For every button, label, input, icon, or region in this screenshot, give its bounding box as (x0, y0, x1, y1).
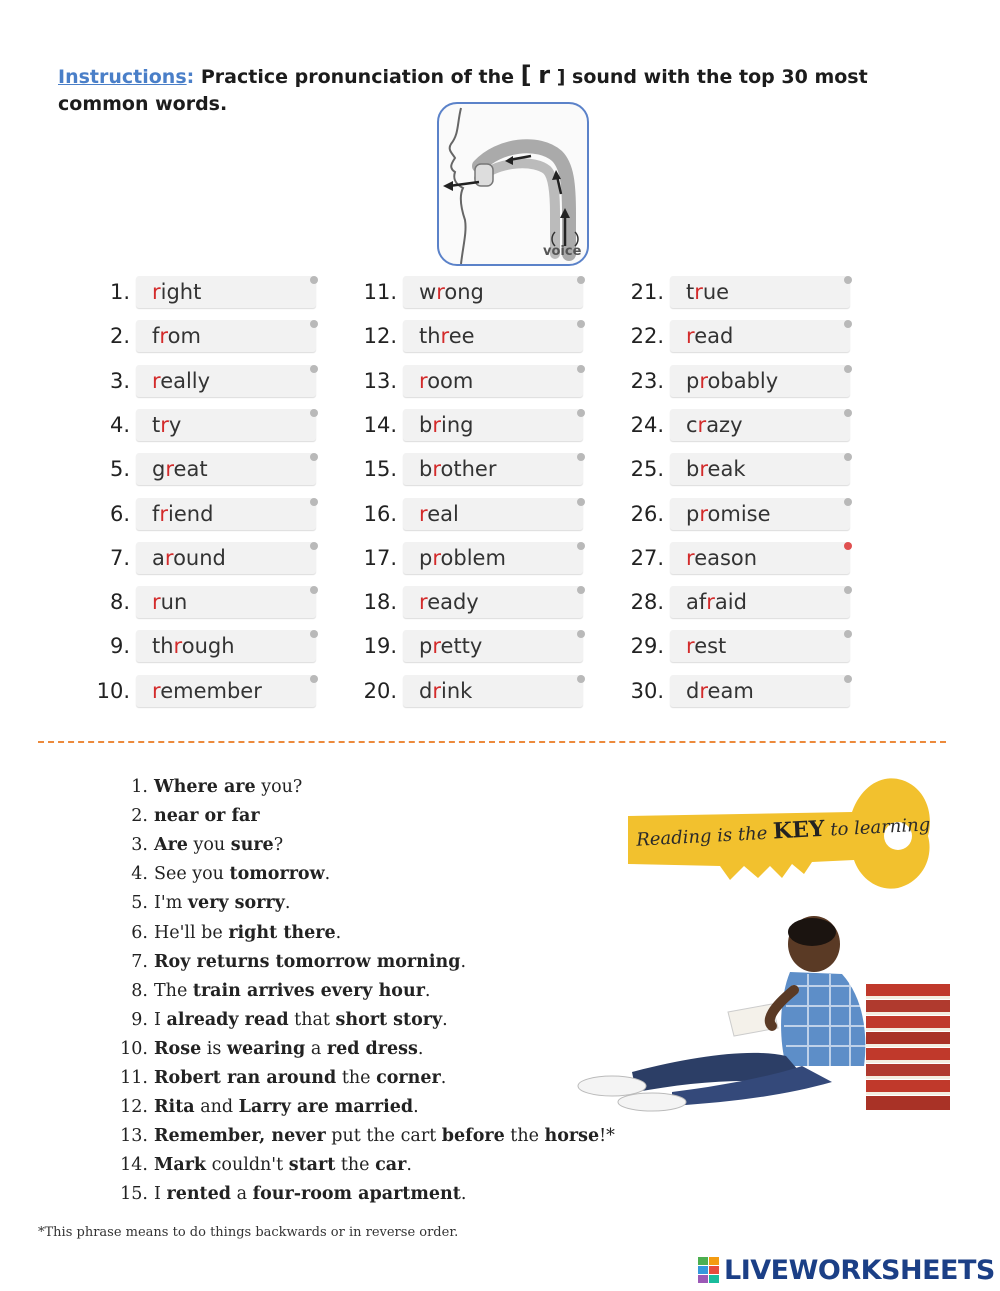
sound-symbol: r (538, 61, 551, 89)
highlight-letter: r (419, 501, 428, 526)
word-answer-field[interactable]: drink (403, 675, 583, 707)
sentence-item: 5. I'm very sorry. (108, 890, 290, 916)
audio-dot-icon[interactable] (310, 586, 318, 594)
sentence-number: 8. (131, 980, 148, 1001)
audio-dot-icon[interactable] (577, 498, 585, 506)
boy-reading-illustration (572, 916, 950, 1112)
highlight-letter: r (159, 501, 169, 526)
word-answer-field[interactable]: through (136, 630, 316, 662)
word-answer-field[interactable]: real (403, 498, 583, 530)
footnote: *This phrase means to do things backwards or in reverse order. (38, 1225, 459, 1240)
word-answer-field[interactable]: remember (136, 675, 316, 707)
highlight-letter: r (432, 545, 441, 570)
instructions-label: Instructions (58, 66, 187, 88)
instructions: Instructions: Practice pronunciation of the [ r ] sound with the top 30 most common words. (58, 61, 868, 115)
sentence-number: 10. (120, 1038, 148, 1059)
highlight-letter: r (432, 412, 441, 437)
word-number: 2. (109, 324, 130, 349)
word-number: 17. (363, 545, 397, 570)
sentence-item: 7. Roy returns tomorrow morning. (108, 949, 466, 975)
word-answer-field[interactable]: break (670, 453, 850, 485)
word-answer-field[interactable]: dream (670, 675, 850, 707)
highlight-letter: r (686, 545, 695, 570)
word-number: 24. (630, 412, 664, 437)
sentence-item: 13. Remember, never put the cart before the horse!* (108, 1123, 615, 1149)
mouth-diagram (437, 102, 589, 266)
audio-dot-icon[interactable] (844, 542, 852, 550)
audio-dot-icon[interactable] (844, 630, 852, 638)
audio-dot-icon[interactable] (844, 365, 852, 373)
audio-dot-icon[interactable] (577, 276, 585, 284)
word-answer-field[interactable]: great (136, 453, 316, 485)
highlight-letter: r (152, 678, 161, 703)
audio-dot-icon[interactable] (577, 409, 585, 417)
audio-dot-icon[interactable] (577, 542, 585, 550)
audio-dot-icon[interactable] (577, 453, 585, 461)
word-answer-field[interactable]: friend (136, 498, 316, 530)
word-answer-field[interactable]: right (136, 276, 316, 308)
word-answer-field[interactable]: from (136, 320, 316, 352)
section-divider (38, 741, 946, 743)
audio-dot-icon[interactable] (310, 276, 318, 284)
word-number: 11. (363, 280, 397, 304)
highlight-letter: r (686, 634, 695, 659)
audio-dot-icon[interactable] (844, 409, 852, 417)
word-number: 22. (630, 324, 664, 349)
highlight-letter: r (699, 678, 708, 703)
sentence-item: 15. I rented a four-room apartment. (108, 1181, 466, 1207)
word-number: 29. (630, 634, 664, 659)
word-answer-field[interactable]: room (403, 365, 583, 397)
word-number: 21. (630, 280, 664, 304)
highlight-letter: r (432, 634, 441, 659)
highlight-letter: r (165, 457, 174, 482)
word-answer-field[interactable]: crazy (670, 409, 850, 441)
sentence-item: 12. Rita and Larry are married. (108, 1094, 419, 1120)
highlight-letter: r (419, 590, 428, 615)
sentence-number: 11. (120, 1068, 148, 1088)
audio-dot-icon[interactable] (844, 320, 852, 328)
sentence-number: 13. (120, 1126, 148, 1147)
logo-text: LIVEWORKSHEETS (724, 1254, 995, 1286)
word-answer-field[interactable]: wrong (403, 276, 583, 308)
audio-dot-icon[interactable] (310, 320, 318, 328)
highlight-letter: r (699, 368, 708, 393)
word-answer-field[interactable]: ready (403, 586, 583, 618)
sentence-number: 9. (131, 1009, 148, 1030)
word-number: 20. (363, 678, 397, 703)
highlight-letter: r (152, 590, 161, 615)
sentence-item: 2. near or far (108, 803, 260, 829)
sentence-item: 1. Where are you? (108, 774, 302, 800)
highlight-letter: r (173, 634, 182, 659)
audio-dot-icon[interactable] (844, 586, 852, 594)
word-answer-field[interactable]: promise (670, 498, 850, 530)
word-answer-field[interactable]: brother (403, 453, 583, 485)
audio-dot-icon[interactable] (577, 320, 585, 328)
word-answer-field[interactable]: problem (403, 542, 583, 574)
audio-dot-icon[interactable] (310, 498, 318, 506)
word-number: 16. (363, 501, 397, 526)
word-number: 13. (363, 368, 397, 393)
word-answer-field[interactable]: probably (670, 365, 850, 397)
sentence-number: 14. (120, 1155, 148, 1176)
word-number: 25. (630, 457, 664, 482)
highlight-letter: r (419, 368, 428, 393)
sentence-number: 7. (131, 951, 148, 972)
highlight-letter: r (699, 501, 708, 526)
word-answer-field[interactable]: read (670, 320, 850, 352)
audio-dot-icon[interactable] (310, 542, 318, 550)
word-number: 7. (109, 545, 130, 570)
tongue-position-icon (439, 104, 589, 266)
audio-dot-icon[interactable] (310, 675, 318, 683)
audio-dot-icon[interactable] (577, 630, 585, 638)
sentence-item: 14. Mark couldn't start the car. (108, 1152, 412, 1178)
audio-dot-icon[interactable] (577, 365, 585, 373)
liveworksheets-logo[interactable] (698, 1255, 995, 1285)
audio-dot-icon[interactable] (310, 409, 318, 417)
word-number: 30. (630, 678, 664, 703)
highlight-letter: r (686, 324, 695, 349)
word-number: 14. (363, 412, 397, 437)
word-number: 15. (363, 457, 397, 482)
word-answer-field[interactable]: three (403, 320, 583, 352)
sentence-number: 15. (120, 1184, 148, 1205)
audio-dot-icon[interactable] (844, 675, 852, 683)
key-banner (622, 774, 934, 914)
key-slogan: Reading is the KEY to learning (635, 814, 931, 851)
highlight-letter: r (164, 545, 174, 570)
word-number: 1. (109, 280, 130, 304)
word-number: 12. (363, 324, 397, 349)
word-answer-field[interactable]: rest (670, 630, 850, 662)
highlight-letter: r (694, 280, 703, 304)
word-answer-field[interactable]: really (136, 365, 316, 397)
word-answer-field[interactable]: bring (403, 409, 583, 441)
audio-dot-icon[interactable] (310, 630, 318, 638)
word-number: 28. (630, 590, 664, 615)
word-number: 6. (109, 501, 130, 526)
word-number: 26. (630, 501, 664, 526)
word-answer-field[interactable]: afraid (670, 586, 850, 618)
audio-dot-icon[interactable] (844, 498, 852, 506)
sentence-number: 12. (120, 1097, 148, 1118)
voice-label: voice (543, 244, 582, 259)
book-stack-icon (866, 984, 950, 1110)
sentence-item: 9. I already read that short story. (108, 1007, 448, 1033)
word-answer-field[interactable]: pretty (403, 630, 583, 662)
word-number: 18. (363, 590, 397, 615)
highlight-letter: r (697, 412, 707, 437)
audio-dot-icon[interactable] (577, 586, 585, 594)
sentence-item: 4. See you tomorrow. (108, 861, 330, 887)
word-number: 27. (630, 545, 664, 570)
audio-dot-icon[interactable] (844, 453, 852, 461)
sentence-number: 3. (131, 835, 148, 856)
word-number: 3. (109, 368, 130, 393)
sentence-number: 5. (131, 893, 148, 914)
word-number: 9. (109, 634, 130, 659)
highlight-letter: r (432, 678, 441, 703)
highlight-letter: r (706, 590, 715, 615)
highlight-letter: r (436, 280, 445, 304)
sentence-item: 6. He'll be right there. (108, 920, 341, 946)
highlight-letter: r (699, 457, 708, 482)
word-answer-field[interactable]: try (136, 409, 316, 441)
audio-dot-icon[interactable] (310, 453, 318, 461)
word-number: 8. (109, 590, 130, 615)
word-answer-field[interactable]: true (670, 276, 850, 308)
audio-dot-icon[interactable] (577, 675, 585, 683)
word-number: 5. (109, 457, 130, 482)
sentence-number: 2. (131, 806, 148, 827)
sentence-number: 4. (131, 864, 148, 885)
sentence-item: 8. The train arrives every hour. (108, 978, 431, 1004)
word-answer-field[interactable]: around (136, 542, 316, 574)
word-number: 10. (96, 678, 130, 703)
highlight-letter: r (159, 324, 168, 349)
sentence-number: 1. (131, 777, 148, 797)
highlight-letter: r (152, 368, 161, 393)
sentence-number: 6. (131, 922, 148, 943)
sentence-item: 11. Robert ran around the corner. (108, 1065, 446, 1091)
sentence-item: 3. Are you sure? (108, 832, 283, 858)
highlight-letter: r (440, 324, 449, 349)
word-number: 4. (109, 412, 130, 437)
word-answer-field[interactable]: run (136, 586, 316, 618)
highlight-letter: r (432, 457, 441, 482)
word-answer-field[interactable]: reason (670, 542, 850, 574)
highlight-letter: r (152, 280, 161, 304)
word-number: 23. (630, 368, 664, 393)
logo-blocks-icon (698, 1257, 720, 1283)
audio-dot-icon[interactable] (310, 365, 318, 373)
highlight-letter: r (160, 412, 169, 437)
audio-dot-icon[interactable] (844, 276, 852, 284)
sentence-item: 10. Rose is wearing a red dress. (108, 1036, 423, 1062)
word-number: 19. (363, 634, 397, 659)
